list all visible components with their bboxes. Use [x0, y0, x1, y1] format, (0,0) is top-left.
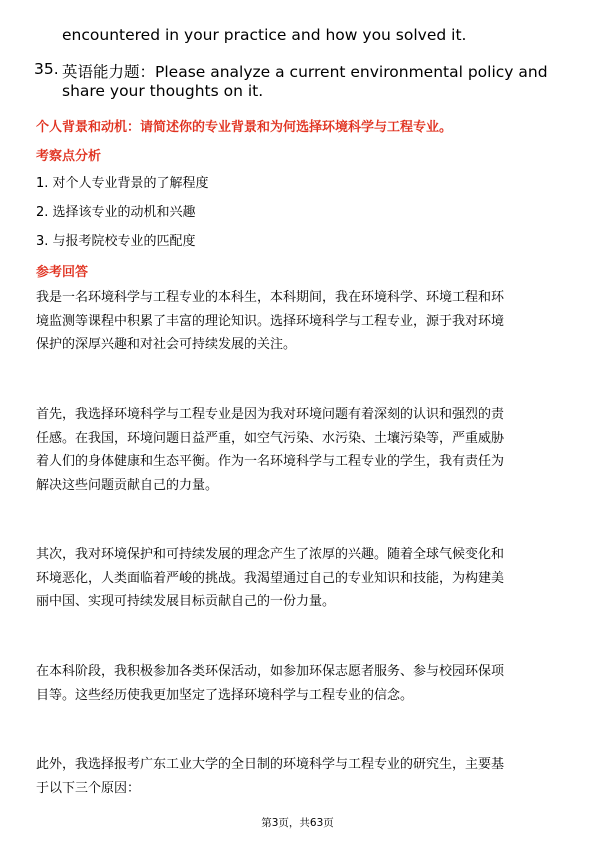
- paragraph-line: 首先，我选择环境科学与工程专业是因为我对环境问题有着深刻的认识和强烈的责: [36, 407, 505, 422]
- continued-question-text: encountered in your practice and how you solved it.: [62, 26, 467, 44]
- paragraph-line: 此外，我选择报考广东工业大学的全日制的环境科学与工程专业的研究生，主要基: [36, 757, 505, 772]
- answer-paragraph-3: [36, 543, 560, 614]
- paragraph-line: 丽中国、实现可持续发展目标贡献自己的一份力量。: [36, 594, 336, 609]
- paragraph-line: 解决这些问题贡献自己的力量。: [36, 477, 219, 493]
- page-footer: 第3页，共63页: [261, 817, 334, 829]
- paragraph-line: 任感。在我国，环境问题日益严重，如空气污染、水污染、土壤污染等，严重威胁: [36, 430, 505, 446]
- analysis-item: 2. 选择该专业的动机和兴趣: [36, 205, 196, 220]
- question-text-line-2: share your thoughts on it.: [62, 82, 264, 100]
- paragraph-line: 环境恶化，人类面临着严峻的挑战。我渴望通过自己的专业知识和技能，为构建美: [36, 570, 505, 586]
- paragraph-line: 保护的深厚兴趣和对社会可持续发展的关注。: [36, 337, 297, 352]
- paragraph-line: 境监测等课程中积累了丰富的理论知识。选择环境科学与工程专业，源于我对环境: [36, 313, 505, 329]
- paragraph-line: 其次，我对环境保护和可持续发展的理念产生了浓厚的兴趣。随着全球气候变化和: [36, 547, 505, 562]
- paragraph-line: 目等。这些经历使我更加坚定了选择环境科学与工程专业的信念。: [36, 687, 414, 703]
- analysis-item: 3. 与报考院校专业的匹配度: [36, 234, 196, 249]
- paragraph-line: 我是一名环境科学与工程专业的本科生，本科期间，我在环境科学、环境工程和环: [36, 290, 505, 305]
- section-title: 个人背景和动机：请简述你的专业背景和为何选择环境科学与工程专业。: [36, 120, 453, 135]
- paragraph-line: 在本科阶段，我积极参加各类环保活动，如参加环保志愿者服务、参与校园环保项: [36, 664, 505, 679]
- answer-heading: 参考回答: [36, 265, 89, 280]
- answer-paragraph-1: [36, 286, 560, 357]
- question-text-line-1: 英语能力题：Please analyze a current environmental policy and: [62, 63, 548, 81]
- answer-paragraph-2: [36, 403, 560, 497]
- question-number: 35.: [34, 60, 59, 78]
- analysis-item: 1. 对个人专业背景的了解程度: [36, 176, 209, 191]
- paragraph-line: 着人们的身体健康和生态平衡。作为一名环境科学与工程专业的学生，我有责任为: [36, 454, 505, 469]
- paragraph-line: 于以下三个原因：: [36, 780, 141, 796]
- analysis-heading: 考察点分析: [36, 149, 102, 164]
- answer-paragraph-5: [36, 753, 560, 800]
- answer-paragraph-4: [36, 660, 560, 707]
